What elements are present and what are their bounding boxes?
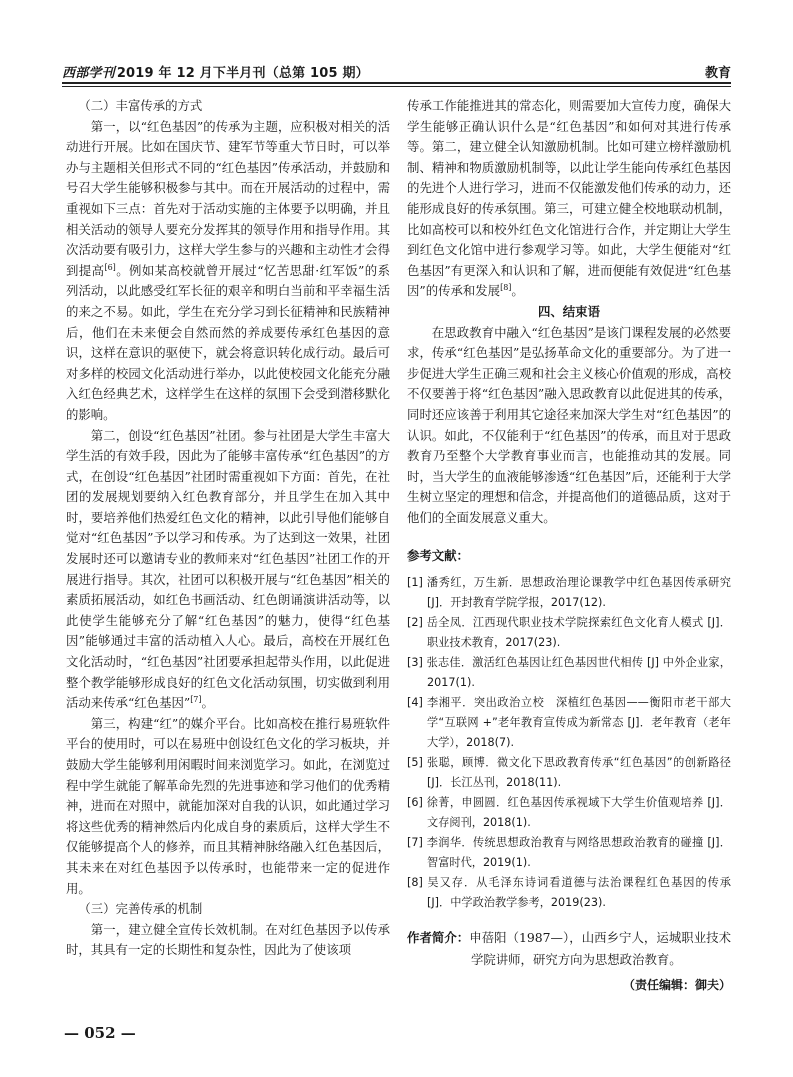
paragraph: 在思政教育中融入“红色基因”是该门课程发展的必然要求，传承“红色基因”是弘扬革命文化的重要部分。为了进一步促进大学生正确三观和社会主义核心价值观的形成，高校不仅要善于将“红色基因”融入思政教育以此促进其的传承，同时还应该善于利用其它途径来加深大学生对“红色基因”的认识。如此，不仅能利于“红色基因”的传承，而且对于思政教育乃至整个大学教育事业而言，也能推动其的发展。同时，当大学生的血液能够渗透“红色基因”后，还能利于大学生树立坚定的理想和信念，并提高他们的道德品质，这对于他们的全面发展意义重大。 <box>407 324 731 525</box>
paragraph: 第一，以“红色基因”的传承为主题，应积极对相关的活动进行开展。比如在国庆节、建军节等重大节日时，可以举办与主题相关但形式不同的“红色基因”传承活动，并鼓励和号召大学生能够积极参与其中。而在开展活动的过程中，需重视如下三点：首先对于活动实施的主体要予以明确，并且相关活动的领导人要充分发挥其的领导作用和指导作用。其次活动要有吸引力，这样大学生参与的兴趣和主动性才会得到提高[6]。例如某高校就曾开展过“忆苦思甜·红军饭”的系列活动，以此感受红军长征的艰辛和明白当前和平幸福生活的来之不易。如此，学生在充分学习到长征精神和民族精神后，他们在未来便会自然而然的养成要传承红色基因的意识，这样在意识的驱使下，就会将意识转化成行动。最后可对多样的校园文化活动进行举办，以此使校园文化能充分融入红色经典艺术，这样学生在这样的氛围下会受到潜移默化的影响。 <box>66 118 391 422</box>
header-rule <box>62 82 731 84</box>
paragraph: 第三，构建“红”的媒介平台。比如高校在推行易班软件平台的使用时，可以在易班中创设红色文化的学习板块，并鼓励大学生能够利用闲暇时间来浏览学习。如此，在浏览过程中学生就能了解革命先烈的先进事迹和学习他们的优秀精神，进而在对照中，就能加深对自我的认识，如此通过学习将这些优秀的精神然后内化成自身的素质后，这样大学生不仅能够提高个人的修养，而且其精神脉络融入红色基因后，其未来在对红色基因予以传承时，也能带来一定的促进作用。 <box>66 715 390 896</box>
page-number: — 052 — <box>64 1024 136 1042</box>
author-text: 申蓓阳（1987—），山西乡宁人，运城职业技术学院讲师，研究方向为思想政治教育。 <box>469 930 731 968</box>
subheading: （二）丰富传承的方式 <box>78 98 203 113</box>
left-column <box>66 96 390 961</box>
author-label: 作者简介： <box>407 930 470 946</box>
reference-item: [6] 徐菁，申圆圆．红色基因传承视域下大学生价值观培养 [J]．文存阅刊，2018(1). <box>407 796 731 830</box>
header-rule-thin <box>62 86 731 87</box>
issue-text: 2019 年 12 月下半月刊（总第 105 期） <box>116 66 369 81</box>
right-column <box>407 96 731 996</box>
reference-item: [8] 吴又存．从毛泽东诗词看道德与法治课程红色基因的传承 [J]．中学政治教学参考，2019(23). <box>407 876 731 910</box>
references-title: 参考文献： <box>407 548 469 564</box>
reference-item: [1] 潘秀红，万生新．思想政治理论课教学中红色基因传承研究 [J]．开封教育学院学报，2017(12). <box>407 576 731 610</box>
author-bio <box>407 927 731 971</box>
section-heading: 四、结束语 <box>538 303 600 319</box>
section-title: 教育 <box>704 66 731 81</box>
reference-item: [3] 张志佳．激活红色基因让红色基因世代相传 [J] 中外企业家，2017(1). <box>407 656 731 690</box>
reference-item: [5] 张聪，顾博．微文化下思政教育传承“红色基因”的创新路径 [J]．长江丛刊，2018(11). <box>407 756 731 790</box>
journal-logo: 西部学刊 <box>62 66 115 81</box>
journal-info <box>62 62 369 81</box>
reference-item: [2] 岳全凤．江西现代职业技术学院探索红色文化育人模式 [J]．职业技术教育，2017(23). <box>407 616 731 650</box>
subheading: （三）完善传承的机制 <box>78 901 203 917</box>
reference-item: [7] 李润华．传统思想政治教育与网络思想政治教育的碰撞 [J]．智富时代，2019(1). <box>407 836 731 870</box>
citation: [7] <box>190 695 202 705</box>
citation: [8] <box>500 283 512 293</box>
paragraph: 传承工作能推进其的常态化，则需要加大宣传力度，确保大学生能够正确认识什么是“红色基因”和如何对其进行传承等。第二，建立健全认知激励机制。比如可建立榜样激励机制、精神和物质激励机制等，以此让学生能向传承红色基因的先进个人进行学习，进而不仅能激发他们传承的动力，还能形成良好的传承氛围。第三，可建立健全校地联动机制，比如高校可以和校外红色文化馆进行合作，并定期让大学生到红色文化馆中进行参观学习等。如此，大学生便能对“红色基因”有更深入和认识和了解，进而便能有效促进“红色基因”的传承和发展[8]。 <box>407 98 731 299</box>
reference-list <box>407 573 731 913</box>
reference-item: [4] 李湘平．突出政治立校 深植红色基因——衡阳市老干部大学“互联网 +”老年教育宣传成为新常态 [J]．老年教育（老年大学），2018(7). <box>407 696 731 750</box>
paragraph: 第一，建立健全宣传长效机制。在对红色基因予以传承时，其具有一定的长期性和复杂性，因此为了使该项 <box>66 921 390 958</box>
paragraph: 第二，创设“红色基因”社团。参与社团是大学生丰富大学生活的有效手段，因此为了能够丰富传承“红色基因”的方式，在创设“红色基因”社团时需重视如下方面：首先，在社团的发展规划要纳入红色教育部分，并且学生在加入其中时，要培养他们热爱红色文化的精神，以此引导他们能够自觉对“红色基因”予以学习和传承。为了达到这一效果，社团发展时还可以邀请专业的教师来对“红色基因”社团工作的开展进行指导。其次，社团可以积极开展与“红色基因”相关的素质拓展活动，如红色书画活动、红色朗诵演讲活动等，以此使学生能够充分了解“红色基因”的魅力，使得“红色基因”能够通过丰富的活动植入人心。最后，高校在开展红色文化活动时，“红色基因”社团要承担起带头作用，以此促进整个教学能够形成良好的红色文化活动氛围，切实做到利用活动来传承“红色基因”[7]。 <box>66 427 390 711</box>
page-header <box>62 62 731 84</box>
editor-credit: （责任编辑：御夫） <box>622 978 731 993</box>
citation: [6] <box>104 262 116 272</box>
